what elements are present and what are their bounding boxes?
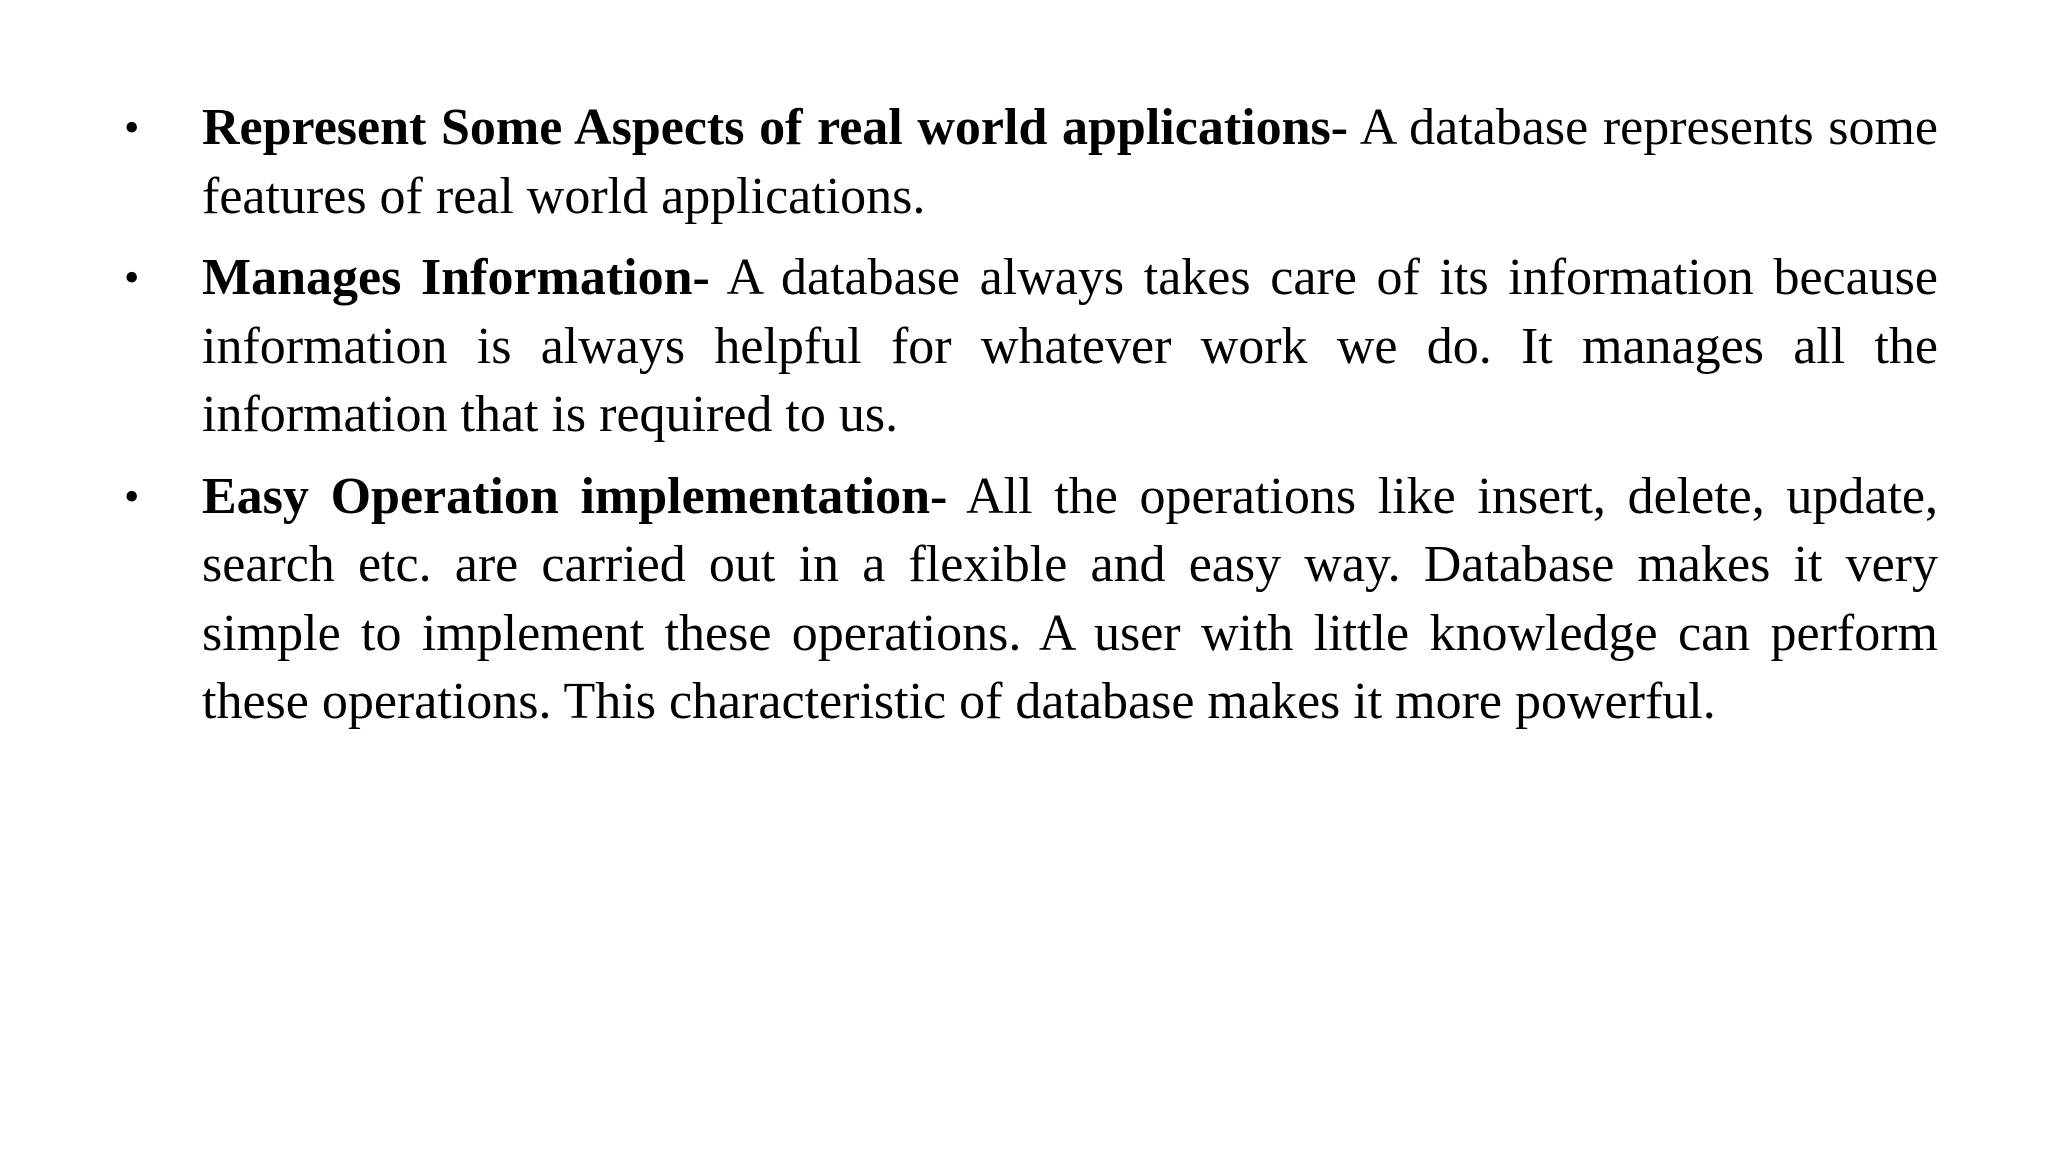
bullet-text: All the operations like insert, delete, update, search etc. are carried out in a flexible and easy way. Database makes it very simple to implement these operations. A user with little knowledge can perform these operations. This characteristic of database makes it more powerful. <box>202 467 1938 730</box>
bullet-text: A database represents some features of real world applications. <box>202 99 1939 225</box>
bullet-text: A database always takes care of its information because information is always helpful for whatever work we do. It manages all the information that is required to us. <box>202 249 1938 443</box>
bullet-term: Manages Information- <box>202 249 710 306</box>
bullet-dot-icon: • <box>124 103 140 152</box>
bullet-dot-icon: • <box>124 253 140 302</box>
bullet-term: Easy Operation implementation- <box>202 467 948 525</box>
bullet-item-manages-information <box>120 244 1938 450</box>
bullet-term: Represent Some Aspects of real world applications- <box>202 99 1349 156</box>
bullet-list <box>120 94 1938 750</box>
bullet-item-represent-aspects <box>120 94 1938 231</box>
bullet-item-easy-operation <box>120 463 1938 737</box>
bullet-dot-icon: • <box>124 471 140 521</box>
